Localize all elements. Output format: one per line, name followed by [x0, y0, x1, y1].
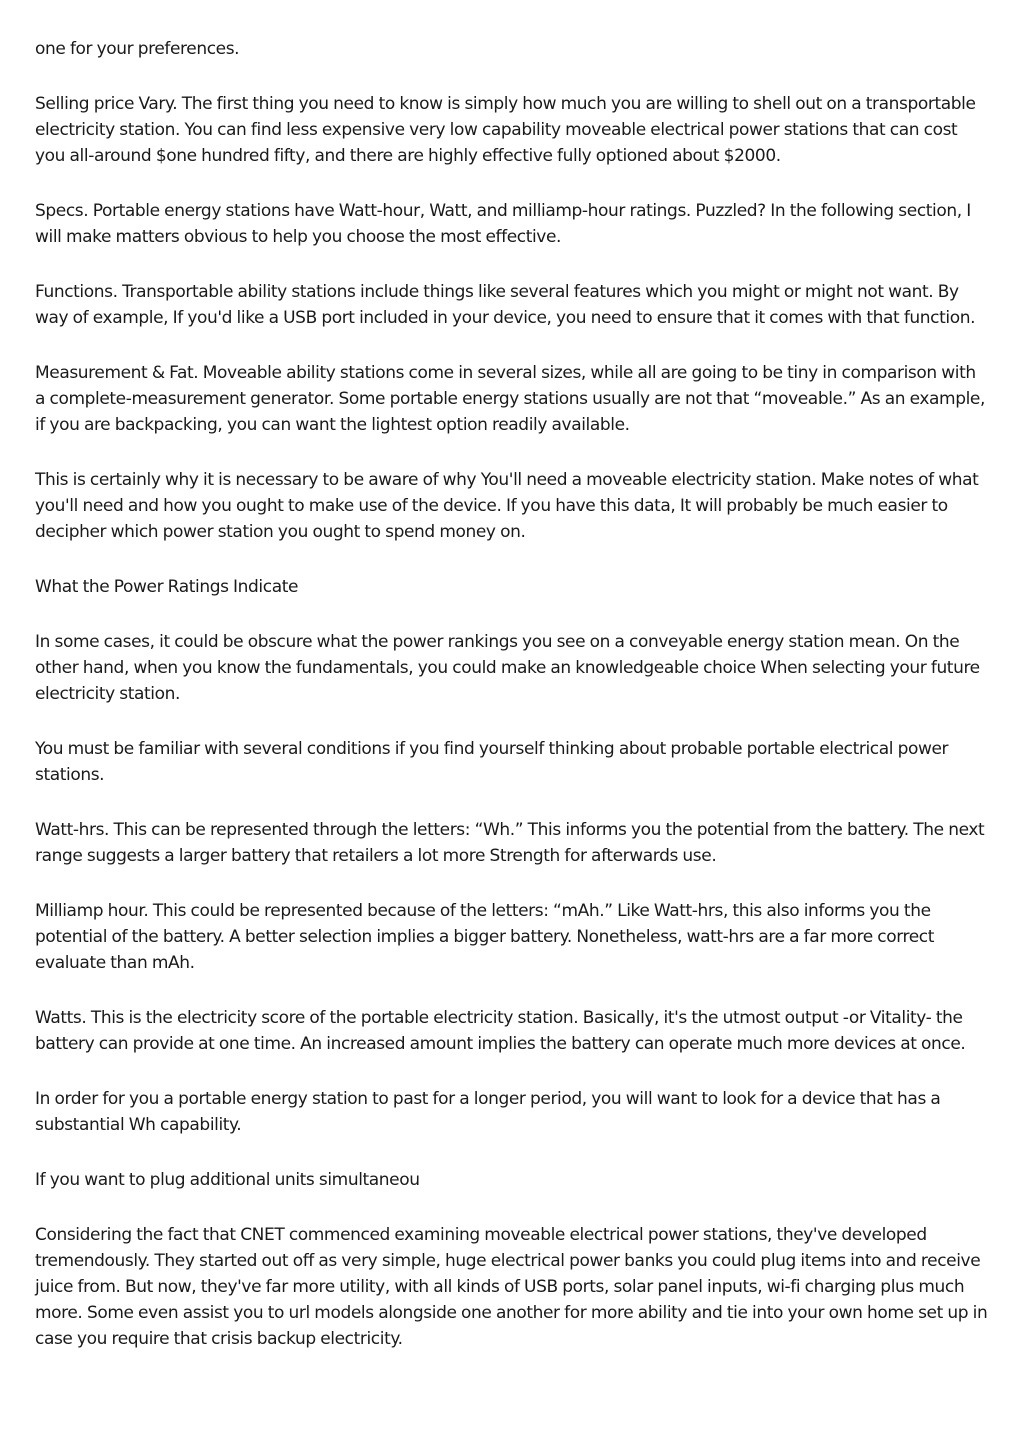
paragraph-wh-capability: In order for you a portable energy station to past for a longer period, you will want to look for a device that has a substantial Wh capability.	[35, 1089, 941, 1135]
paragraph-watt-hours: Watt-hrs. This can be represented through the letters: “Wh.” This informs you the potential from the battery. The next range suggests a larger battery that retailers a lot more Strength for afterwards use.	[35, 820, 985, 866]
paragraph-power-rankings: In some cases, it could be obscure what the power rankings you see on a conveyable energy station mean. On the other hand, when you know the fundamentals, you could make an knowledgeable choice When selecting your future electricity station.	[35, 632, 980, 704]
paragraph-conditions: You must be familiar with several conditions if you find yourself thinking about probable portable electrical power stations.	[35, 739, 949, 785]
paragraph-specs: Specs. Portable energy stations have Watt-hour, Watt, and milliamp-hour ratings. Puzzled? In the following section, I will make matters obvious to help you choose the most effective.	[35, 201, 971, 247]
section-heading-power-ratings: What the Power Ratings Indicate	[35, 577, 299, 597]
paragraph-cnet: Considering the fact that CNET commenced examining moveable electrical power stations, they've developed tremendously. They started out off as very simple, huge electrical power banks you could plug items into and receive juice from. But now, they've far more utility, with all kinds of USB ports, solar panel inputs, wi-fi charging plus much more. Some even assist you to url models alongside one another for more ability and tie into your own home set up in case you require that crisis backup electricity.	[35, 1225, 988, 1349]
paragraph-measurement: Measurement & Fat. Moveable ability stations come in several sizes, while all are going to be tiny in comparison with a complete-measurement generator. Some portable energy stations usually are not that “moveable.” As an example, if you are backpacking, you can want the lightest option readily available.	[35, 363, 985, 435]
paragraph-milliamp-hour: Milliamp hour. This could be represented because of the letters: “mAh.” Like Watt-hrs, this also informs you the potential of the battery. A better selection implies a bigger battery. Nonetheless, watt-hrs are a far more correct evaluate than mAh.	[35, 901, 935, 973]
paragraph-selling-price: Selling price Vary. The first thing you need to know is simply how much you are willing to shell out on a transportable electricity station. You can find less expensive very low capability moveable electrical power stations that can cost you all-around $one hundred fifty, and there are highly effective fully optioned about $2000.	[35, 94, 976, 166]
paragraph-plug-units: If you want to plug additional units simultaneou	[35, 1170, 420, 1190]
paragraph-why-needed: This is certainly why it is necessary to be aware of why You'll need a moveable electricity station. Make notes of what you'll need and how you ought to make use of the device. If you have this data, It will probably be much easier to decipher which power station you ought to spend money on.	[35, 470, 979, 542]
paragraph-preferences: one for your preferences.	[35, 39, 240, 59]
paragraph-functions: Functions. Transportable ability stations include things like several features which you might or might not want. By way of example, If you'd like a USB port included in your device, you need to ensure that it comes with that function.	[35, 282, 976, 328]
paragraph-watts: Watts. This is the electricity score of the portable electricity station. Basically, it's the utmost output -or Vitality- the battery can provide at one time. An increased amount implies the battery can operate much more devices at once.	[35, 1008, 966, 1054]
